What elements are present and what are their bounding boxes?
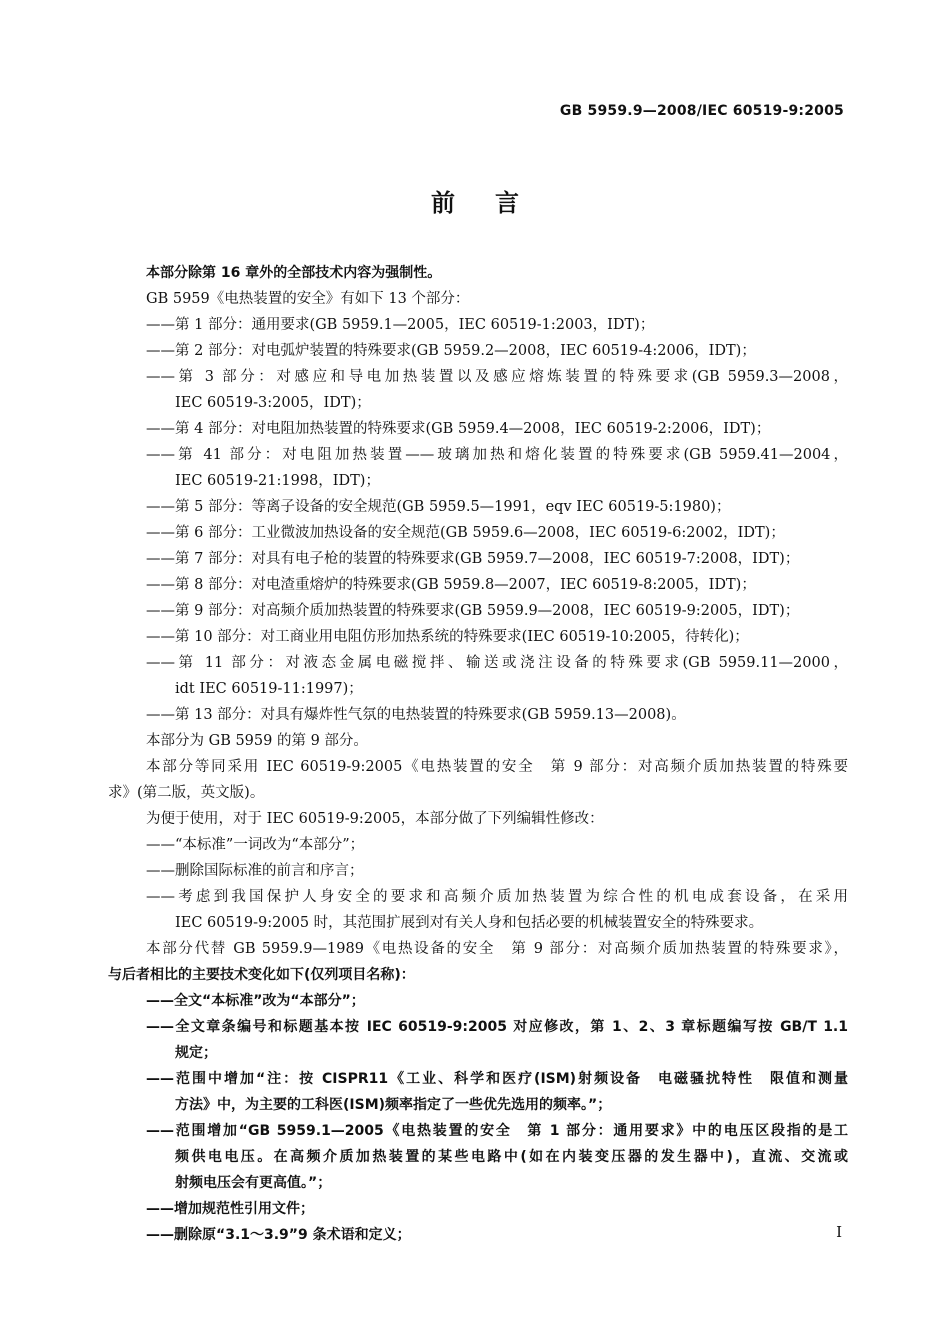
text-line: ——第 41 部分：对电阻加热装置——玻璃加热和熔化装置的特殊要求(GB 5959.41—2004， bbox=[146, 447, 848, 463]
text-line: 频供电电压。在高频介质加热装置的某些电路中(如在内装变压器的发生器中)，直流、交流或 bbox=[175, 1149, 848, 1165]
text-line: ——第 3 部分：对感应和导电加热装置以及感应熔炼装置的特殊要求(GB 5959.3—2008， bbox=[146, 369, 848, 385]
text-line: 本部分等同采用 IEC 60519-9:2005《电热装置的安全 第 9 部分：对高频介质加热装置的特殊要 bbox=[146, 759, 848, 775]
text-line: ——第 6 部分：工业微波加热设备的安全规范(GB 5959.6—2008，IEC 60519-6:2002，IDT)； bbox=[146, 525, 785, 541]
text-line: 为便于使用，对于 IEC 60519-9:2005，本部分做了下列编辑性修改： bbox=[146, 811, 604, 827]
text-line: 与后者相比的主要技术变化如下(仅列项目名称)： bbox=[108, 967, 415, 983]
text-line: ——“本标准”一词改为“本部分”； bbox=[146, 837, 365, 853]
text-line: ——第 2 部分：对电弧炉装置的特殊要求(GB 5959.2—2008，IEC 60519-4:2006，IDT)； bbox=[146, 343, 756, 359]
text-line: ——第 1 部分：通用要求(GB 5959.1—2005，IEC 60519-1:2003，IDT)； bbox=[146, 317, 655, 333]
text-line: 本部分代替 GB 5959.9—1989《电热设备的安全 第 9 部分：对高频介质加热装置的特殊要求》， bbox=[146, 941, 848, 957]
text-line: GB 5959《电热装置的安全》有如下 13 个部分： bbox=[146, 291, 470, 307]
text-line: 本部分为 GB 5959 的第 9 部分。 bbox=[146, 733, 368, 749]
text-line: ——第 4 部分：对电阻加热装置的特殊要求(GB 5959.4—2008，IEC 60519-2:2006，IDT)； bbox=[146, 421, 771, 437]
text-line: ——范围增加“GB 5959.1—2005《电热装置的安全 第 1 部分：通用要求》中的电压区段指的是工 bbox=[146, 1123, 848, 1139]
text-line: 方法》中，为主要的工科医(ISM)频率指定了一些优先选用的频率。”； bbox=[175, 1097, 612, 1113]
text-line: ——第 5 部分：等离子设备的安全规范(GB 5959.5—1991，eqv IEC 60519-5:1980)； bbox=[146, 499, 731, 515]
text-line: 本部分除第 16 章外的全部技术内容为强制性。 bbox=[146, 265, 442, 281]
text-line: ——第 13 部分：对具有爆炸性气氛的电热装置的特殊要求(GB 5959.13—2008)。 bbox=[146, 707, 686, 723]
text-line: ——第 10 部分：对工商业用电阻仿形加热系统的特殊要求(IEC 60519-10:2005，待转化)； bbox=[146, 629, 749, 645]
text-line: idt IEC 60519-11:1997)； bbox=[175, 681, 363, 697]
document-header: GB 5959.9—2008/IEC 60519-9:2005 bbox=[559, 103, 844, 119]
text-line: ——增加规范性引用文件； bbox=[146, 1201, 314, 1217]
text-line: ——第 7 部分：对具有电子枪的装置的特殊要求(GB 5959.7—2008，IEC 60519-7:2008，IDT)； bbox=[146, 551, 800, 567]
text-line: ——第 8 部分：对电渣重熔炉的特殊要求(GB 5959.8—2007，IEC 60519-8:2005，IDT)； bbox=[146, 577, 756, 593]
text-line: 射频电压会有更高值。”； bbox=[175, 1175, 332, 1191]
text-line: ——第 11 部分：对液态金属电磁搅拌、输送或浇注设备的特殊要求(GB 5959.11—2000， bbox=[146, 655, 848, 671]
text-line: ——全文“本标准”改为“本部分”； bbox=[146, 993, 365, 1009]
text-line: ——全文章条编号和标题基本按 IEC 60519-9:2005 对应修改，第 1、2、3 章标题编写按 GB/T 1.1 bbox=[146, 1019, 848, 1035]
text-line: ——删除原“3.1～3.9”9 条术语和定义； bbox=[146, 1227, 411, 1243]
text-line: ——考虑到我国保护人身安全的要求和高频介质加热装置为综合性的机电成套设备，在采用 bbox=[146, 889, 848, 905]
page-title: 前言 bbox=[431, 189, 559, 217]
page-number: I bbox=[836, 1223, 842, 1241]
text-line: ——范围中增加“注：按 CISPR11《工业、科学和医疗(ISM)射频设备 电磁骚扰特性 限值和测量 bbox=[146, 1071, 848, 1087]
text-line: ——删除国际标准的前言和序言； bbox=[146, 863, 364, 879]
text-line: IEC 60519-3:2005，IDT)； bbox=[175, 395, 371, 411]
text-line: IEC 60519-21:1998，IDT)； bbox=[175, 473, 380, 489]
text-line: 规定； bbox=[175, 1045, 217, 1061]
text-line: 求》(第二版，英文版)。 bbox=[108, 785, 265, 801]
preface-body bbox=[108, 260, 848, 1248]
text-line: IEC 60519-9:2005 时，其范围扩展到对有关人身和包括必要的机械装置安全的特殊要求。 bbox=[175, 915, 764, 931]
text-line: ——第 9 部分：对高频介质加热装置的特殊要求(GB 5959.9—2008，IEC 60519-9:2005，IDT)； bbox=[146, 603, 800, 619]
